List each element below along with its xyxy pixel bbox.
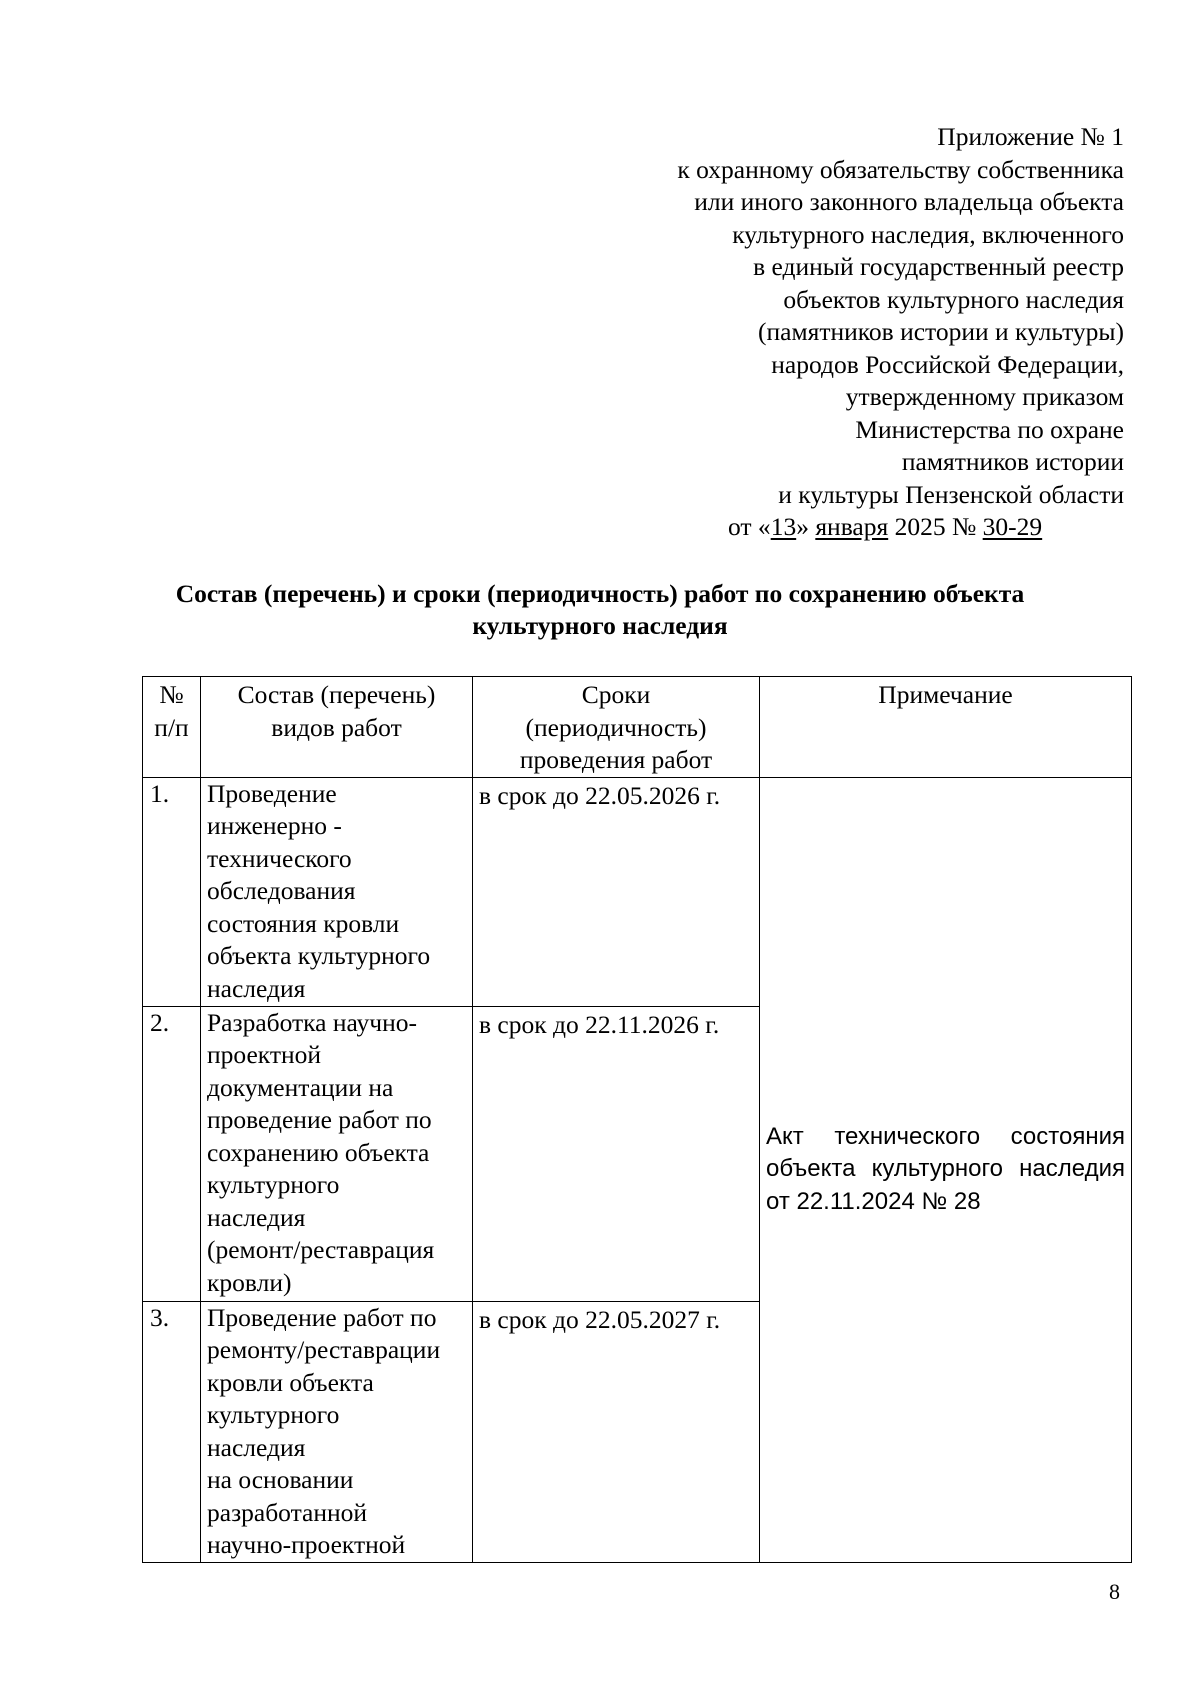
appendix-header [564,121,1124,544]
title-line: культурного наследия [472,611,728,640]
page-number: 8 [1109,1579,1120,1604]
header-num: № п/п [143,677,201,778]
order-month: января [815,512,889,541]
work-description: Проведение работ по ремонту/реставрации кровли объекта культурного наследия на основании разработанной научно-проектной [201,1301,473,1562]
work-description: Проведение инженерно - технического обследования состояния кровли объекта культурного наследия [201,777,473,1006]
appendix-line: к охранному обязательству собственника [677,154,1124,184]
appendix-line: памятников истории [901,447,1124,476]
work-deadline: в срок до 22.11.2026 г. [473,1006,760,1301]
order-number: 30-29 [982,512,1043,541]
date-quote-close: » [796,512,816,541]
document-title [100,578,1100,642]
table-header-row [143,677,1132,778]
appendix-line: (памятников истории и культуры) [758,317,1124,346]
row-number: 3. [143,1301,201,1562]
appendix-line: Министерства по охране [855,414,1124,444]
appendix-line: народов Российской Федерации, [771,349,1124,379]
header-note: Примечание [760,677,1132,778]
appendix-line: объектов культурного наследия [783,284,1124,314]
work-deadline: в срок до 22.05.2026 г. [473,777,760,1006]
work-deadline: в срок до 22.05.2027 г. [473,1301,760,1562]
title-line: Состав (перечень) и сроки (периодичность) работ по сохранению объекта [175,579,1025,608]
header-work: Состав (перечень) видов работ [201,677,473,778]
order-date-line [564,511,1124,544]
row-number: 2. [143,1006,201,1301]
appendix-line: Приложение № 1 [937,122,1124,151]
work-description: Разработка научно- проектной документации на проведение работ по сохранению объекта культурного наследия (ремонт/реставрация кровли) [201,1006,473,1301]
note-cell: Акт технического состояния объекта культурного наследия от 22.11.2024 № 28 [760,777,1132,1562]
appendix-line: в единый государственный реестр [753,252,1124,281]
appendix-line: и культуры Пензенской области [778,479,1124,509]
works-table [142,676,1132,1563]
order-day: 13 [770,512,797,541]
table-row [143,777,1132,1006]
appendix-line: культурного наследия, включенного [732,219,1124,249]
appendix-line: или иного законного владельца объекта [694,187,1124,216]
order-year-sign: 2025 № [888,512,983,541]
date-prefix: от « [728,512,771,541]
appendix-line: утвержденному приказом [845,382,1124,411]
row-number: 1. [143,777,201,1006]
header-deadline: Сроки (периодичность) проведения работ [473,677,760,778]
